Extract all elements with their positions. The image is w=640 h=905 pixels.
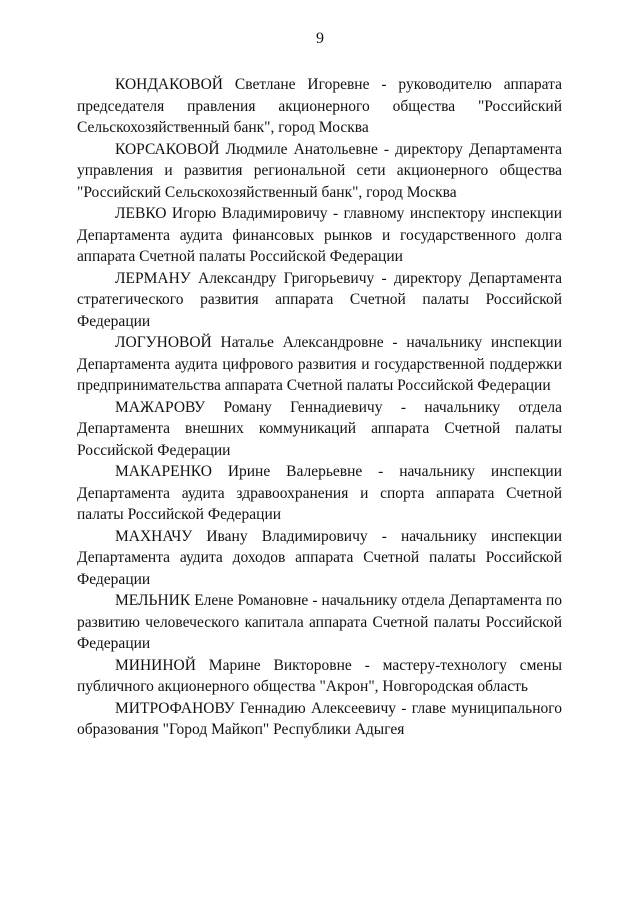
list-item: МАЖАРОВУ Роману Геннадиевичу - начальнику отдела Департамента внешних коммуникаций аппарата Счетной палаты Российской Федерации: [77, 398, 562, 459]
list-item: КОРСАКОВОЙ Людмиле Анатольевне - директору Департамента управления и развития региональной сети акционерного общества "Российский Сельскохозяйственный банк", город Москва: [77, 140, 562, 201]
list-item: МАХНАЧУ Ивану Владимировичу - начальнику инспекции Департамента аудита доходов аппарата Счетной палаты Российской Федерации: [77, 527, 562, 588]
list-item: МЕЛЬНИК Елене Романовне - начальнику отдела Департамента по развитию человеческого капитала аппарата Счетной палаты Российской Федерации: [77, 592, 562, 652]
award-list: [77, 74, 562, 741]
list-item: ЛЕВКО Игорю Владимировичу - главному инспектору инспекции Департамента аудита финансовых рынков и государственного долга аппарата Счетной палаты Российской Федерации: [77, 205, 562, 265]
list-item: МИНИНОЙ Марине Викторовне - мастеру-технологу смены публичного акционерного общества "Акрон", Новгородская область: [77, 656, 562, 695]
list-item: ЛЕРМАНУ Александру Григорьевичу - директору Департамента стратегического развития аппарата Счетной палаты Российской Федерации: [77, 269, 562, 330]
list-item: МАКАРЕНКО Ирине Валерьевне - начальнику инспекции Департамента аудита здравоохранения и спорта аппарата Счетной палаты Российской Федерации: [77, 463, 562, 523]
list-item: ЛОГУНОВОЙ Наталье Александровне - начальнику инспекции Департамента аудита цифрового развития и государственной поддержки предпринимательства аппарата Счетной палаты Российской Федерации: [77, 334, 562, 394]
page-number: 9: [316, 30, 324, 47]
list-item: МИТРОФАНОВУ Геннадию Алексеевичу - главе муниципального образования "Город Майкоп" Республики Адыгея: [77, 699, 562, 738]
list-item: КОНДАКОВОЙ Светлане Игоревне - руководителю аппарата председателя правления акционерного общества "Российский Сельскохозяйственный банк", город Москва: [77, 76, 562, 136]
